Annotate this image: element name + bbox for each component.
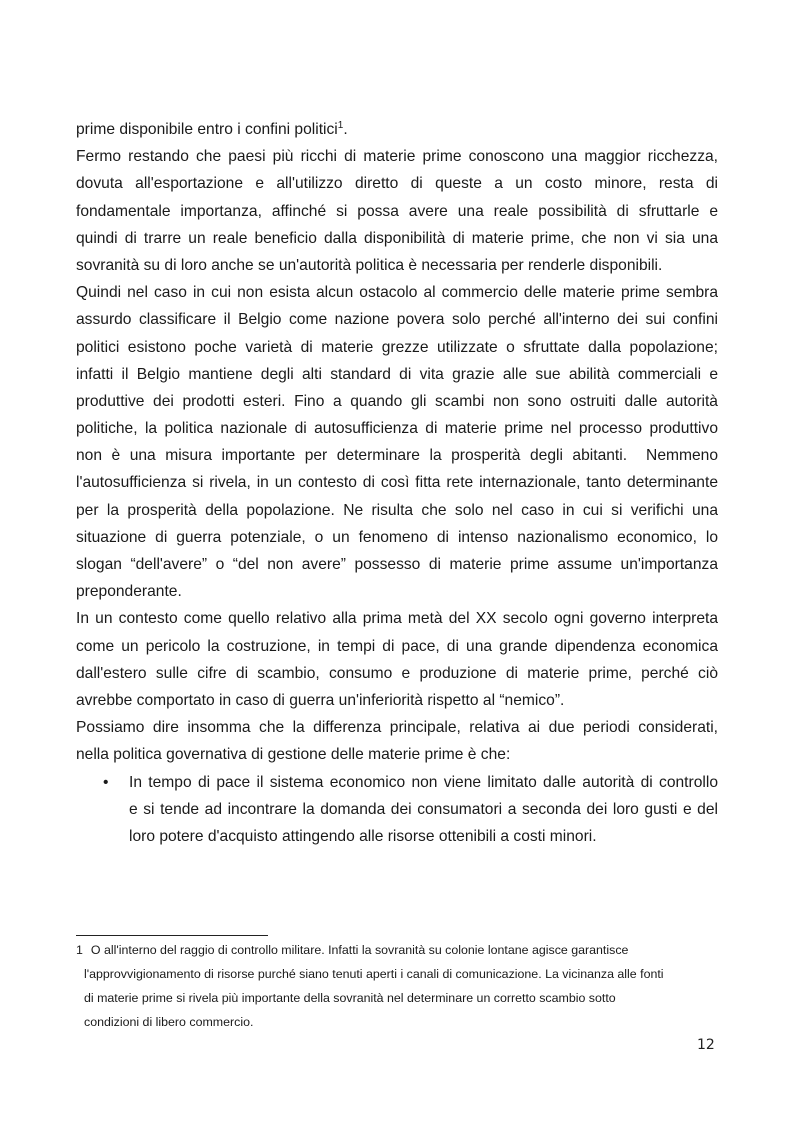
footnote-line: l'approvvigionamento di risorse purché siano tenuti aperti i canali di comunicazione. La vicinanza alle fonti [84, 967, 664, 981]
body-line: Possiamo dire insomma che la differenza principale, relativa ai due periodi considerati, [76, 719, 718, 737]
body-line: prime disponibile entro i confini politici$^1$. [76, 119, 348, 138]
body-line: sovranità su di loro anche se un'autorità politica è necessaria per renderle disponibili. [76, 256, 663, 274]
body-line: slogan “dell'avere” o “del non avere” possesso di materie prime assume un'importanza [76, 556, 718, 573]
body-text [76, 116, 718, 850]
body-line: non è una misura importante per determinare la prosperità degli abitanti. Nemmeno [76, 447, 718, 465]
body-line: dall'estero sulle cifre di scambio, consumo e produzione di materie prime, perché ciò [76, 664, 718, 682]
footnote-number: 1 [76, 943, 83, 957]
body-line: preponderante. [76, 583, 182, 601]
bullet-item: • In tempo di pace il sistema economico non viene limitato dalle autorità di controllo [76, 769, 718, 796]
body-line: dovuta all'esportazione e all'utilizzo diretto di queste a un costo minore, resta di [76, 175, 718, 193]
body-line: avrebbe comportato in caso di guerra un'inferiorità rispetto al “nemico”. [76, 691, 565, 709]
body-line: politiche, la politica nazionale di autosufficienza di materie prime nel processo produttivo [76, 420, 718, 438]
body-line: politici esistono poche varietà di materie grezze utilizzate o sfruttate dalla popolazione; [76, 338, 718, 356]
body-line: Fermo restando che paesi più ricchi di materie prime conoscono una maggior ricchezza, [76, 148, 718, 166]
body-line: nella politica governativa di gestione delle materie prime è che: [76, 746, 511, 764]
footnote-line: 1 O all'interno del raggio di controllo militare. Infatti la sovranità su colonie lontane agisce garantisce [76, 938, 726, 962]
footnote-line: condizioni di libero commercio. [84, 1015, 254, 1029]
body-line: quindi di trarre un reale beneficio dalla disponibilità di materie prime, che non vi sia una [76, 229, 718, 247]
footnote-line: di materie prime si rivela più importante della sovranità nel determinare un corretto scambio sotto [84, 991, 616, 1005]
footnote-reference[interactable]: 1 [337, 119, 344, 131]
footnote-separator [76, 935, 268, 936]
body-line: l'autosufficienza si rivela, in un contesto di così fitta rete internazionale, tanto determinante [76, 474, 718, 492]
footnote [76, 938, 726, 1034]
bullet-line: loro potere d'acquisto attingendo alle risorse ottenibili a costi minori. [129, 827, 597, 845]
body-line: come un pericolo la costruzione, in tempi di pace, di una grande dipendenza economica [76, 637, 718, 655]
page-number: 12 [697, 1037, 715, 1053]
body-line: per la prosperità della popolazione. Ne risulta che solo nel caso in cui si verifichi una [76, 501, 718, 519]
body-line: infatti il Belgio mantiene degli alti standard di vita grazie alle sue abilità commerciali e [76, 365, 718, 383]
body-line: fondamentale importanza, affinché si possa avere una reale possibilità di sfruttarle e [76, 202, 718, 220]
bullet-icon: • [103, 773, 109, 791]
bullet-line: e si tende ad incontrare la domanda dei consumatori a seconda dei loro gusti e del [129, 800, 718, 818]
body-line: situazione di guerra potenziale, o un fenomeno di intenso nazionalismo economico, lo [76, 528, 718, 546]
body-line: produttive dei prodotti esteri. Fino a quando gli scambi non sono ostruiti dalle autorità [76, 392, 718, 410]
body-line: In un contesto come quello relativo alla prima metà del XX secolo ogni governo interpreta [76, 610, 718, 628]
body-line: Quindi nel caso in cui non esista alcun ostacolo al commercio delle materie prime sembra [76, 284, 718, 302]
body-line: assurdo classificare il Belgio come nazione povera solo perché all'interno dei sui confini [76, 311, 718, 329]
